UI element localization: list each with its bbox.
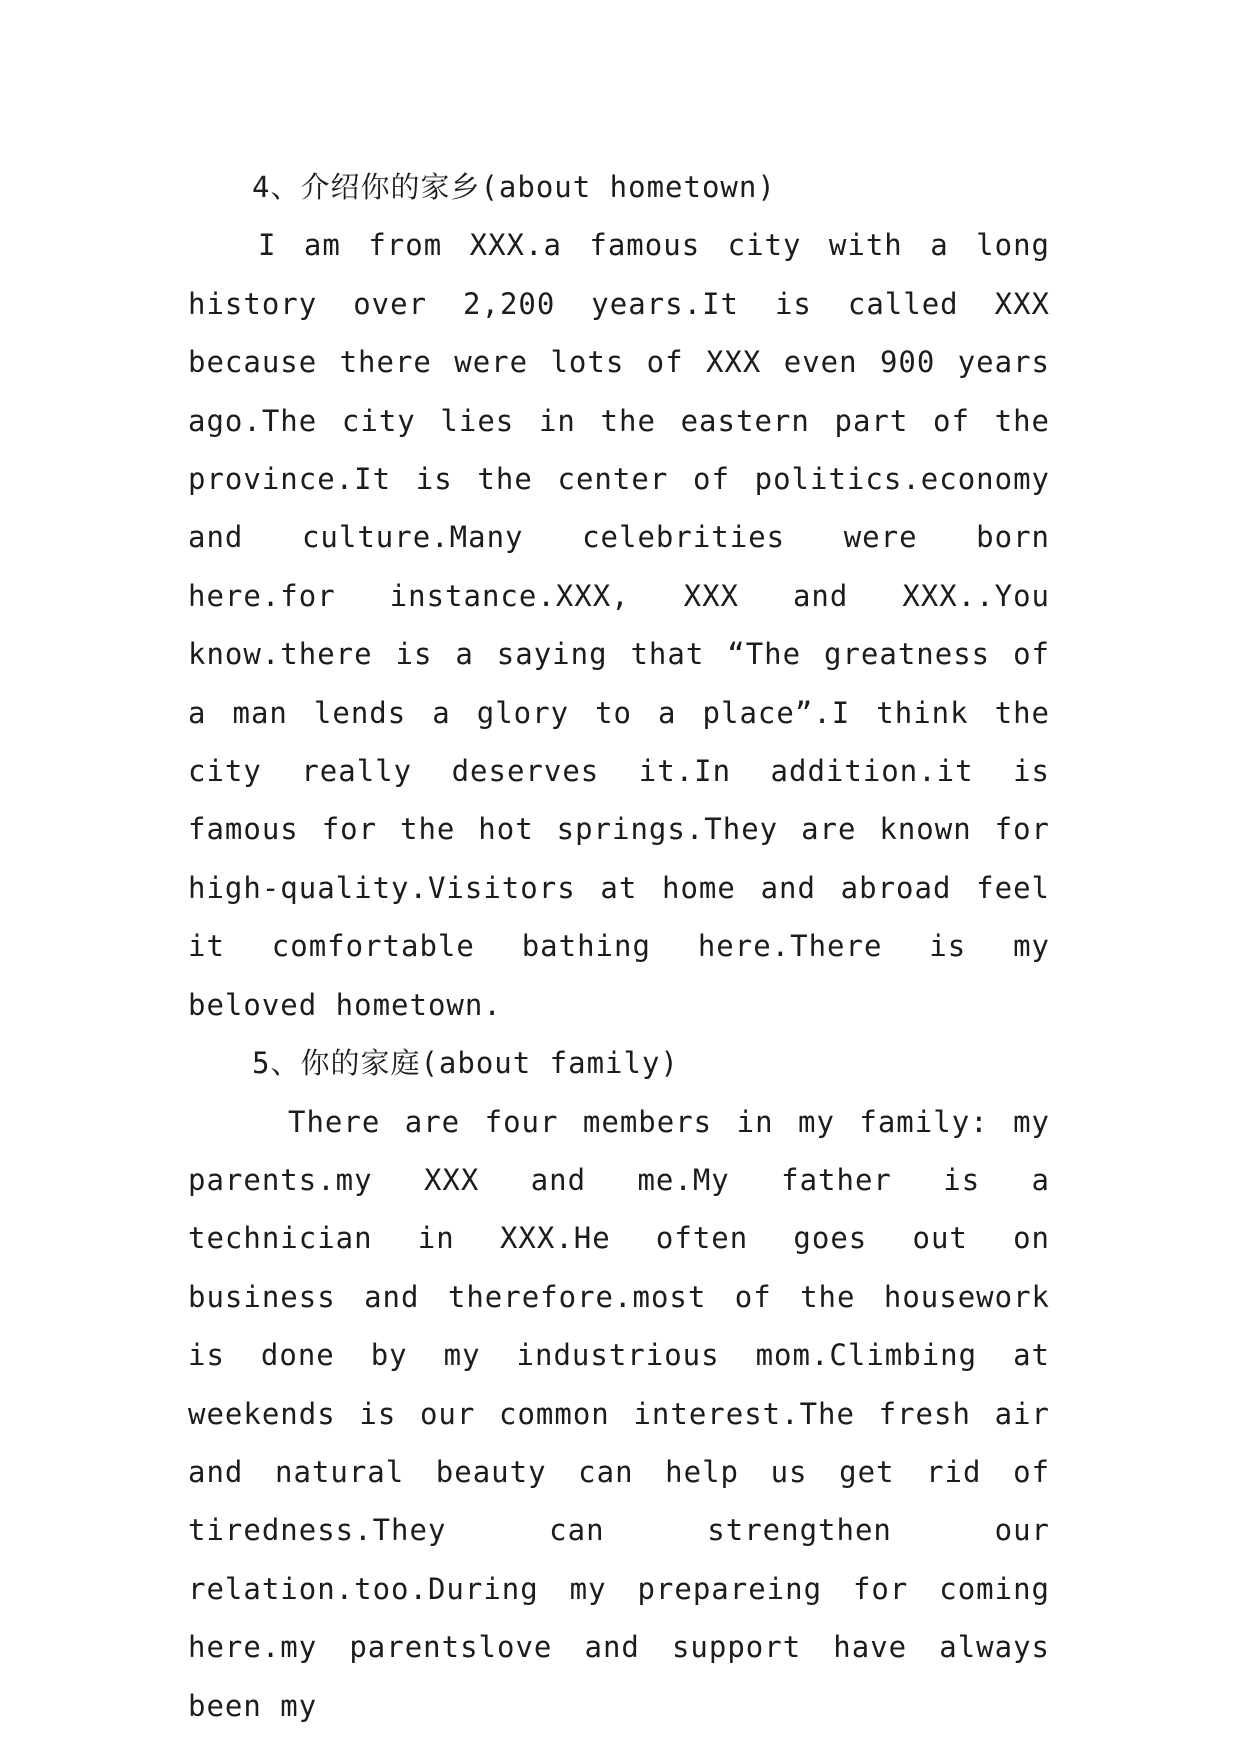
- section-heading-hometown: 4、介绍你的家乡(about hometown): [252, 170, 776, 204]
- paragraph-family: There are four members in my family: my parents.my XXX and me.My father is a technician in XXX.He often goes out on business and therefore.most of the housework is done by my industrious mom.Climbing at weekends is our common interest.The fresh air and natural beauty can help us get rid of tiredness.They can strengthen our relation.too.During my prepareing for coming here.my parentslove and support have always been my: [188, 1104, 1050, 1723]
- paragraph-hometown: I am from XXX.a famous city with a long history over 2,200 years.It is called XXX because there were lots of XXX even 900 years ago.The city lies in the eastern part of the province.It is the center of politics.economy and culture.Many celebrities were born here.for instance.XXX, XXX and XXX..You know.there is a saying that “The greatness of a man lends a glory to a place”.I think the city really deserves it.In addition.it is famous for the hot springs.They are known for high-quality.Visitors at home and abroad feel it comfortable bathing here.There is my beloved hometown.: [188, 228, 1050, 1022]
- section-heading-family: 5、你的家庭(about family): [252, 1046, 679, 1081]
- document-page: [188, 158, 1050, 1735]
